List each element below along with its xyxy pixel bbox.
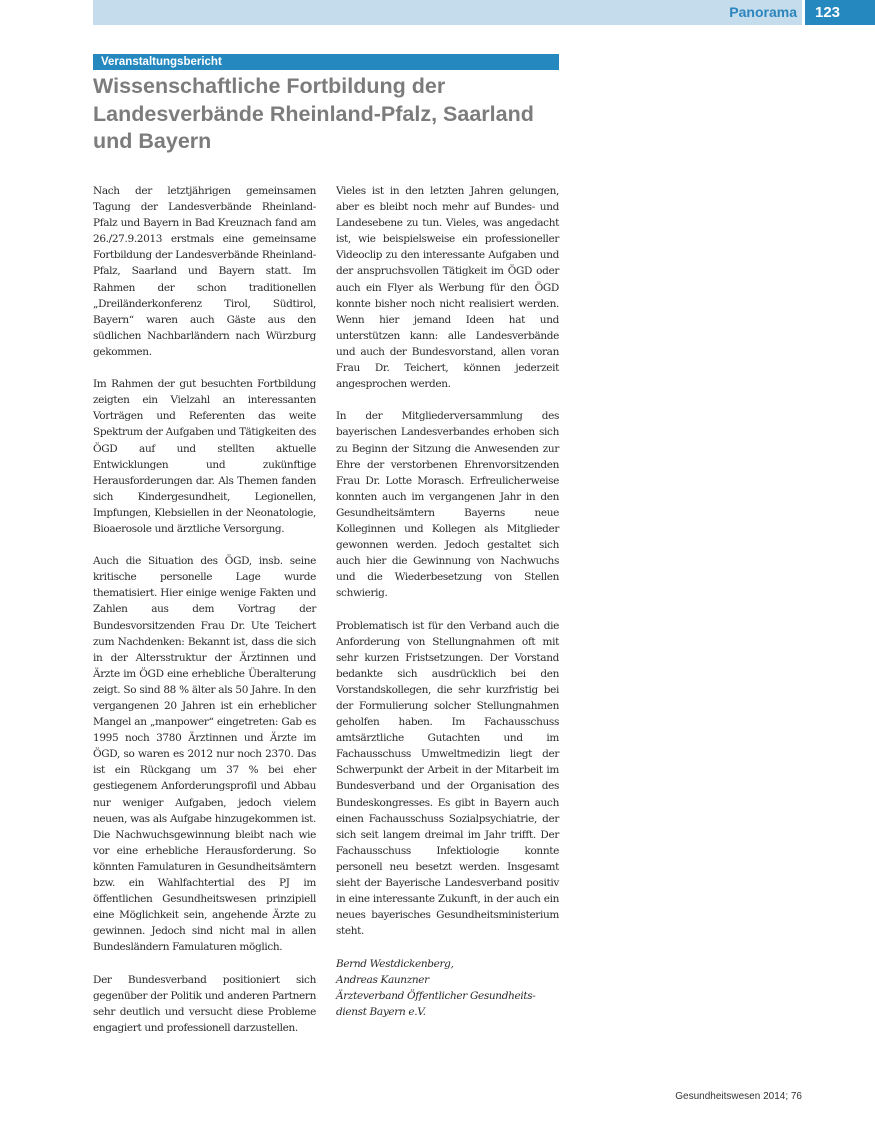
signature-line: dienst Bayern e.V. bbox=[336, 1005, 426, 1018]
article-title bbox=[93, 73, 563, 156]
paragraph: Problematisch ist für den Verband auch die Anforderung von Stellungnahmen oft mit sehr kurzen Fristsetzungen. Der Vorstand bedankte sich ausdrücklich bei den Vorstandskollegen, die sehr kurzfristig bei der Formulierung solcher Stellungnahmen geholfen haben. Im Fachausschuss amtsärztliche Gutachten und im Fachausschuss Umweltmedizin liegt der Schwerpunkt der Arbeit in der Mitarbeit im Bundesverband und der Organisation des Bundeskongresses. Es gibt in Bayern auch einen Fachausschuss Sozialpsychiatrie, der sich seit langem dreimal im Jahr trifft. Der Fachausschuss Infektiologie konnte personell neu besetzt werden. Insgesamt sieht der Bayerische Landesverband positiv in eine interessante Zukunft, in der auch ein neues bayerisches Gesundheitsministerium steht. bbox=[336, 619, 559, 938]
signature-line: Andreas Kaunzner bbox=[336, 973, 429, 986]
author-signature bbox=[336, 956, 559, 1020]
header-bar bbox=[93, 0, 802, 25]
journal-citation: Gesundheitswesen 2014; 76 bbox=[675, 1091, 802, 1102]
title-line: Landesverbände Rheinland-Pfalz, Saarland bbox=[93, 101, 534, 126]
paragraph: In der Mitgliederversammlung des bayerischen Landesverbandes erhoben sich zu Beginn der Sitzung die Anwesenden zur Ehre der verstorbenen Ehrenvorsitzenden Frau Dr. Lotte Morasch. Erfreulicherweise konnten auch im vergangenen Jahr in den Gesundheitsämtern Bayerns neue Kolleginnen und Kollegen als Mitglieder gewonnen werden. Jedoch gestaltet sich auch hier die Gewinnung von Nachwuchs und die Wiederbesetzung von Stellen schwierig. bbox=[336, 410, 559, 600]
paragraph: Vieles ist in den letzten Jahren gelungen, aber es bleibt noch mehr auf Bundes- und Landesebene zu tun. Vieles, was angedacht ist, wie beispielsweise ein professioneller Videoclip zu den interessante Aufgaben und der anspruchsvollen Tätigkeit im ÖGD oder auch ein Flyer als Werbung für den ÖGD konnte bisher noch nicht realisiert werden. Wenn hier jemand Ideen hat und unterstützen kann: alle Landesverbände und auch der Bundesvorstand, allen voran Frau Dr. Teichert, können jederzeit angesprochen werden. bbox=[336, 185, 559, 391]
signature-line: Ärzteverband Öffentlicher Gesundheits- bbox=[336, 989, 536, 1002]
title-line: Wissenschaftliche Fortbildung der bbox=[93, 74, 446, 98]
paragraph: Nach der letztjährigen gemeinsamen Tagung der Landesverbände Rheinland-Pfalz und Bayern in Bad Kreuznach fand am 26./27.9.2013 erstmals eine gemeinsame Fortbildung der Landesverbände Rheinland-Pfalz, Saarland und Bayern statt. Im Rahmen der schon traditionellen „Dreiländerkonferenz Tirol, Südtirol, Bayern“ waren auch Gäste aus den südlichen Nachbarländern nach Würzburg gekommen. bbox=[93, 185, 316, 358]
paragraph: Im Rahmen der gut besuchten Fortbildung zeigten ein Vielzahl an interessanten Vorträgen und Referenten das weite Spektrum der Aufgaben und Tätigkeiten des ÖGD auf und stellten aktuelle Entwicklungen und zukünftige Herausforderungen dar. Als Themen fanden sich Kindergesundheit, Legionellen, Impfungen, Klebsiellen in der Neonatologie, Bioaerosole und ärztliche Versorgung. bbox=[93, 378, 316, 535]
page-number: 123 bbox=[805, 0, 875, 25]
right-column bbox=[336, 183, 559, 1020]
left-column bbox=[93, 183, 316, 1052]
paragraph: Auch die Situation des ÖGD, insb. seine kritische personelle Lage wurde thematisiert. Hier einige wenige Fakten und Zahlen aus dem Vortrag der Bundesvorsitzenden Frau Dr. Ute Teichert zum Nachdenken: Bekannt ist, dass die sich in der Altersstruktur der Ärztinnen und Ärzte im ÖGD eine erhebliche Überalterung zeigt. So sind 88 % älter als 50 Jahre. In den vergangenen 20 Jahren ist ein erheblicher Mangel an „manpower“ eingetreten: Gab es 1995 noch 3780 Ärztinnen und Ärzte im ÖGD, so waren es 2012 nur noch 2370. Das ist ein Rückgang um 37 % bei eher gestiegenem Anforderungsprofil und Abbau nur weniger Aufgaben, jedoch vielem neuen, was als Aufgabe hinzugekommen ist. Die Nachwuchsgewinnung bleibt nach wie vor eine erhebliche Herausforderung. So könnten Famulaturen in Gesundheitsämtern bzw. ein Wahlfachtertial des PJ im öffentlichen Gesundheitswesen prinzipiell eine Möglichkeit sein, angehende Ärzte zu gewinnen. Jedoch sind nicht mal in allen Bundesländern Famulaturen möglich. bbox=[93, 555, 316, 954]
section-label: Panorama bbox=[729, 4, 797, 20]
title-line: und Bayern bbox=[93, 129, 212, 153]
paragraph: Der Bundesverband positioniert sich gegenüber der Politik und anderen Partnern sehr deutlich und versucht diese Probleme engagiert und professionell darzustellen. bbox=[93, 973, 316, 1034]
signature-line: Bernd Westdickenberg, bbox=[336, 957, 454, 970]
article-category: Veranstaltungsbericht bbox=[93, 54, 559, 70]
